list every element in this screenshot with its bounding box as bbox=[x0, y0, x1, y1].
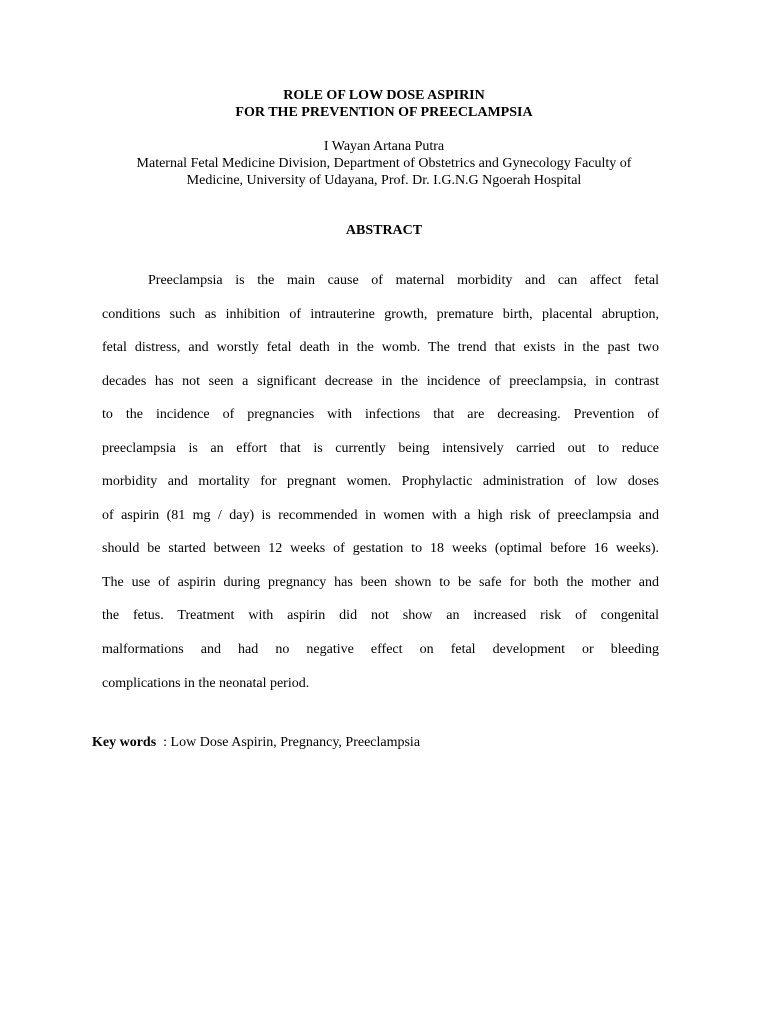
abstract-line: complications in the neonatal period. bbox=[102, 676, 310, 691]
abstract-line: morbidity and mortality for pregnant women. Prophylactic administration of low doses bbox=[102, 474, 659, 489]
abstract-heading: ABSTRACT bbox=[345, 223, 423, 238]
keywords bbox=[92, 734, 420, 752]
author-affiliation-line-2: Medicine, University of Udayana, Prof. Dr. I.G.N.G Ngoerah Hospital bbox=[186, 173, 582, 188]
paper-title-line-1: ROLE OF LOW DOSE ASPIRIN bbox=[283, 88, 485, 103]
abstract-line: preeclampsia is an effort that is currently being intensively carried out to reduce bbox=[102, 441, 659, 456]
abstract-line: malformations and had no negative effect on fetal development or bleeding bbox=[102, 642, 659, 657]
paper-title-line-2: FOR THE PREVENTION OF PREECLAMPSIA bbox=[235, 105, 533, 120]
abstract-line: should be started between 12 weeks of gestation to 18 weeks (optimal before 16 weeks). bbox=[102, 541, 659, 556]
abstract-line: of aspirin (81 mg / day) is recommended in women with a high risk of preeclampsia and bbox=[102, 508, 659, 523]
abstract-line: conditions such as inhibition of intrauterine growth, premature birth, placental abruption, bbox=[102, 307, 659, 322]
keywords-label: Key words bbox=[92, 735, 157, 750]
abstract-line: the fetus. Treatment with aspirin did not show an increased risk of congenital bbox=[102, 608, 659, 623]
abstract-line: to the incidence of pregnancies with infections that are decreasing. Prevention of bbox=[102, 407, 659, 422]
abstract-line: Preeclampsia is the main cause of maternal morbidity and can affect fetal bbox=[148, 273, 659, 288]
abstract-line: fetal distress, and worstly fetal death in the womb. The trend that exists in the past two bbox=[102, 340, 659, 355]
keywords-value: : Low Dose Aspirin, Pregnancy, Preeclampsia bbox=[156, 735, 421, 750]
abstract-line: The use of aspirin during pregnancy has been shown to be safe for both the mother and bbox=[102, 575, 659, 590]
author-affiliation-line-1: Maternal Fetal Medicine Division, Department of Obstetrics and Gynecology Faculty of bbox=[136, 156, 632, 171]
abstract-line: decades has not seen a significant decrease in the incidence of preeclampsia, in contrast bbox=[102, 374, 659, 389]
author-name: I Wayan Artana Putra bbox=[323, 139, 445, 154]
